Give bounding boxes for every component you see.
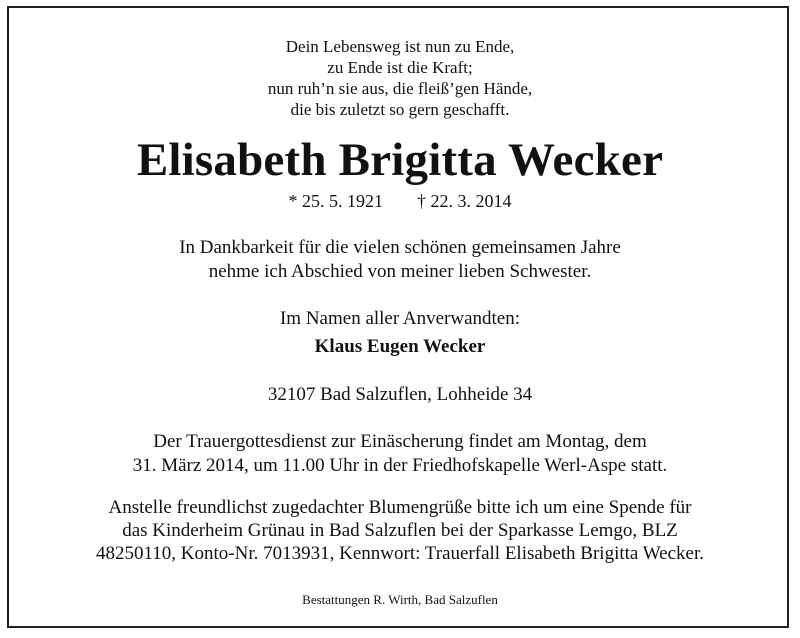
thanks-line: nehme ich Abschied von meiner lieben Schwester. [208, 261, 592, 282]
service-line: Der Trauergottesdienst zur Einäscherung findet am Montag, dem [153, 431, 647, 452]
donation-line: das Kinderheim Grünau in Bad Salzuflen bei der Sparkasse Lemgo, BLZ [122, 520, 678, 541]
life-dates [0, 190, 800, 212]
signer-name: Klaus Eugen Wecker [314, 336, 486, 357]
poem-line: Dein Lebensweg ist nun zu Ende, [285, 37, 515, 56]
relatives-intro: Im Namen aller Anverwandten: [279, 308, 521, 329]
poem [0, 36, 800, 120]
death-date: † 22. 3. 2014 [417, 191, 512, 211]
funeral-home: Bestattungen R. Wirth, Bad Salzuflen [302, 592, 498, 607]
service-line: 31. März 2014, um 11.00 Uhr in der Friedhofskapelle Werl-Aspe statt. [132, 455, 668, 476]
donation-info [0, 496, 800, 565]
poem-line: die bis zuletzt so gern geschafft. [290, 100, 510, 119]
thanks-line: In Dankbarkeit für die vielen schönen gemeinsamen Jahre [179, 237, 621, 258]
deceased-name: Elisabeth Brigitta Wecker [136, 134, 664, 186]
service-info [0, 430, 800, 478]
donation-line: Anstelle freundlichst zugedachter Blumengrüße bitte ich um eine Spende für [108, 497, 692, 518]
poem-line: zu Ende ist die Kraft; [327, 58, 473, 77]
thanks-text [0, 236, 800, 284]
address: 32107 Bad Salzuflen, Lohheide 34 [267, 384, 533, 405]
birth-date: * 25. 5. 1921 [288, 191, 383, 211]
poem-line: nun ruh’n sie aus, die fleiß’gen Hände, [267, 79, 533, 98]
donation-line: 48250110, Konto-Nr. 7013931, Kennwort: Trauerfall Elisabeth Brigitta Wecker. [96, 543, 704, 564]
